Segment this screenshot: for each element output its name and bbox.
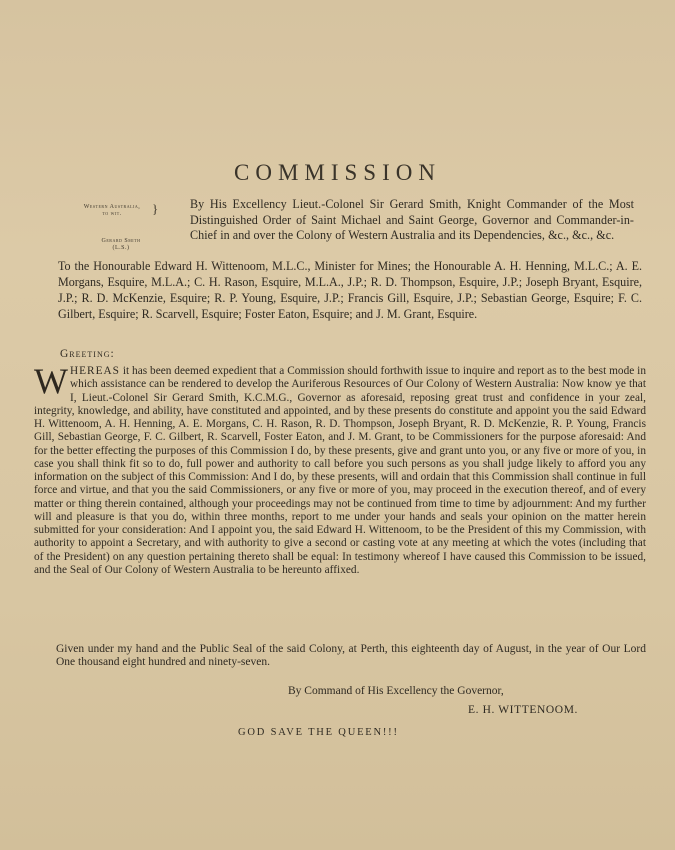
god-save-the-queen: GOD SAVE THE QUEEN!!! — [238, 727, 399, 738]
margin-note-wa-line: Western Australia, — [83, 204, 141, 210]
margin-note-western-australia — [68, 201, 159, 218]
margin-note-seal — [98, 238, 144, 252]
given-paragraph: Given under my hand and the Public Seal of the said Colony, at Perth, this eighteenth day of August, in the year of Our Lord One thousand eight hundred and ninety-seven. — [56, 643, 646, 668]
body-text: it has been deemed expedient that a Commission should forthwith issue to inquire and report as to the best mode in which assistance can be rendered to develop the Auriferous Resources of Our Colony of Western Australia: Now know ye that I, Lieut.-Colonel Sir Gerard Smith, K.C.M.G., Governor as aforesaid, reposing great trust and confidence in your zeal, integrity, knowledge, and ability, have constituted and appointed, and by these presents do constitute and appoint you the said Edward H. Wittenoom, A. H. Henning, A. E. Morgans, C. H. Rason, R. D. Thompson, Joseph Bryant, R. D. McKenzie, R. P. Young, Francis Gill, Sebastian George, F. C. Gilbert, R. Scarvell, Foster Eaton, and J. M. Grant, to be Commissioners for the purpose aforesaid: And for the better effecting the purposes of this Commission I do, by these presents, give and grant unto you, or any five or more of you, in case you shall think fit so to do, full power and authority to call before you such persons as you shall judge likely to afford you any information on the subject of this Commission: And I do, by these presents, will and ordain that this Commission shall continue in full force and virtue, and that you the said Commissioners, or any five or more of you, may proceed in the execution thereof, and of every matter or thing therein contained, although your proceedings may not be continued from time to time by adjournment: And my further will and pleasure is that you do, within three months, report to me under your hands and seals your opinion on the matter herein submitted for your consideration: And I appoint you, the said Edward H. Wittenoom, to be the President of this my Commission, with authority to appoint a Secretary, and with authority to give a second or casting vote at any meeting at which the votes (including that of the President) on any question pertaining thereto shall be equal: In testimony whereof I have caused this Commission to be issued, and the Seal of Our Colony of Western Australia to be hereunto affixed. — [34, 365, 646, 576]
intro-paragraph: By His Excellency Lieut.-Colonel Sir Gerard Smith, Knight Commander of the Most Distinguished Order of Saint Michael and Saint George, Governor and Commander-in-Chief in and over the Colony of Western Australia and its Dependencies, &c., &c., &c. — [190, 197, 634, 242]
body-paragraph — [34, 361, 646, 577]
brace-icon: } — [152, 201, 159, 216]
by-command-line: By Command of His Excellency the Governor, — [288, 685, 504, 697]
margin-note-to-wit: to wit. — [102, 211, 122, 217]
margin-note-gerard-smith: Gerard Smith — [101, 238, 141, 244]
margin-note-ls: (L.S.) — [112, 245, 130, 251]
addressee-lead: To the — [58, 259, 90, 273]
addressee-text: Honourable Edward H. Wittenoom, M.L.C., Minister for Mines; the Honourable A. H. Henning, M.L.C.; A. E. Morgans, Esquire, M.L.A.; C. H. Rason, Esquire, M.L.A., J.P.; R. D. Thompson, Esquire, J.P.; Joseph Bryant, Esquire, J.P.; R. D. McKenzie, Esquire; R. P. Young, Esquire, J.P.; Francis Gill, Esquire, J.P.; Sebastian George, Esquire; F. C. Gilbert, Esquire; R. Scarvell, Esquire; Foster Eaton, Esquire; and J. M. Grant, Esquire. — [58, 259, 642, 321]
drop-cap: W — [34, 361, 68, 401]
signature-line: E. H. WITTENOOM. — [468, 704, 578, 716]
greeting: Greeting: — [60, 348, 115, 360]
body-opening-word: HEREAS — [70, 365, 120, 377]
addressee-paragraph — [58, 258, 642, 322]
document-title: COMMISSION — [234, 160, 441, 185]
